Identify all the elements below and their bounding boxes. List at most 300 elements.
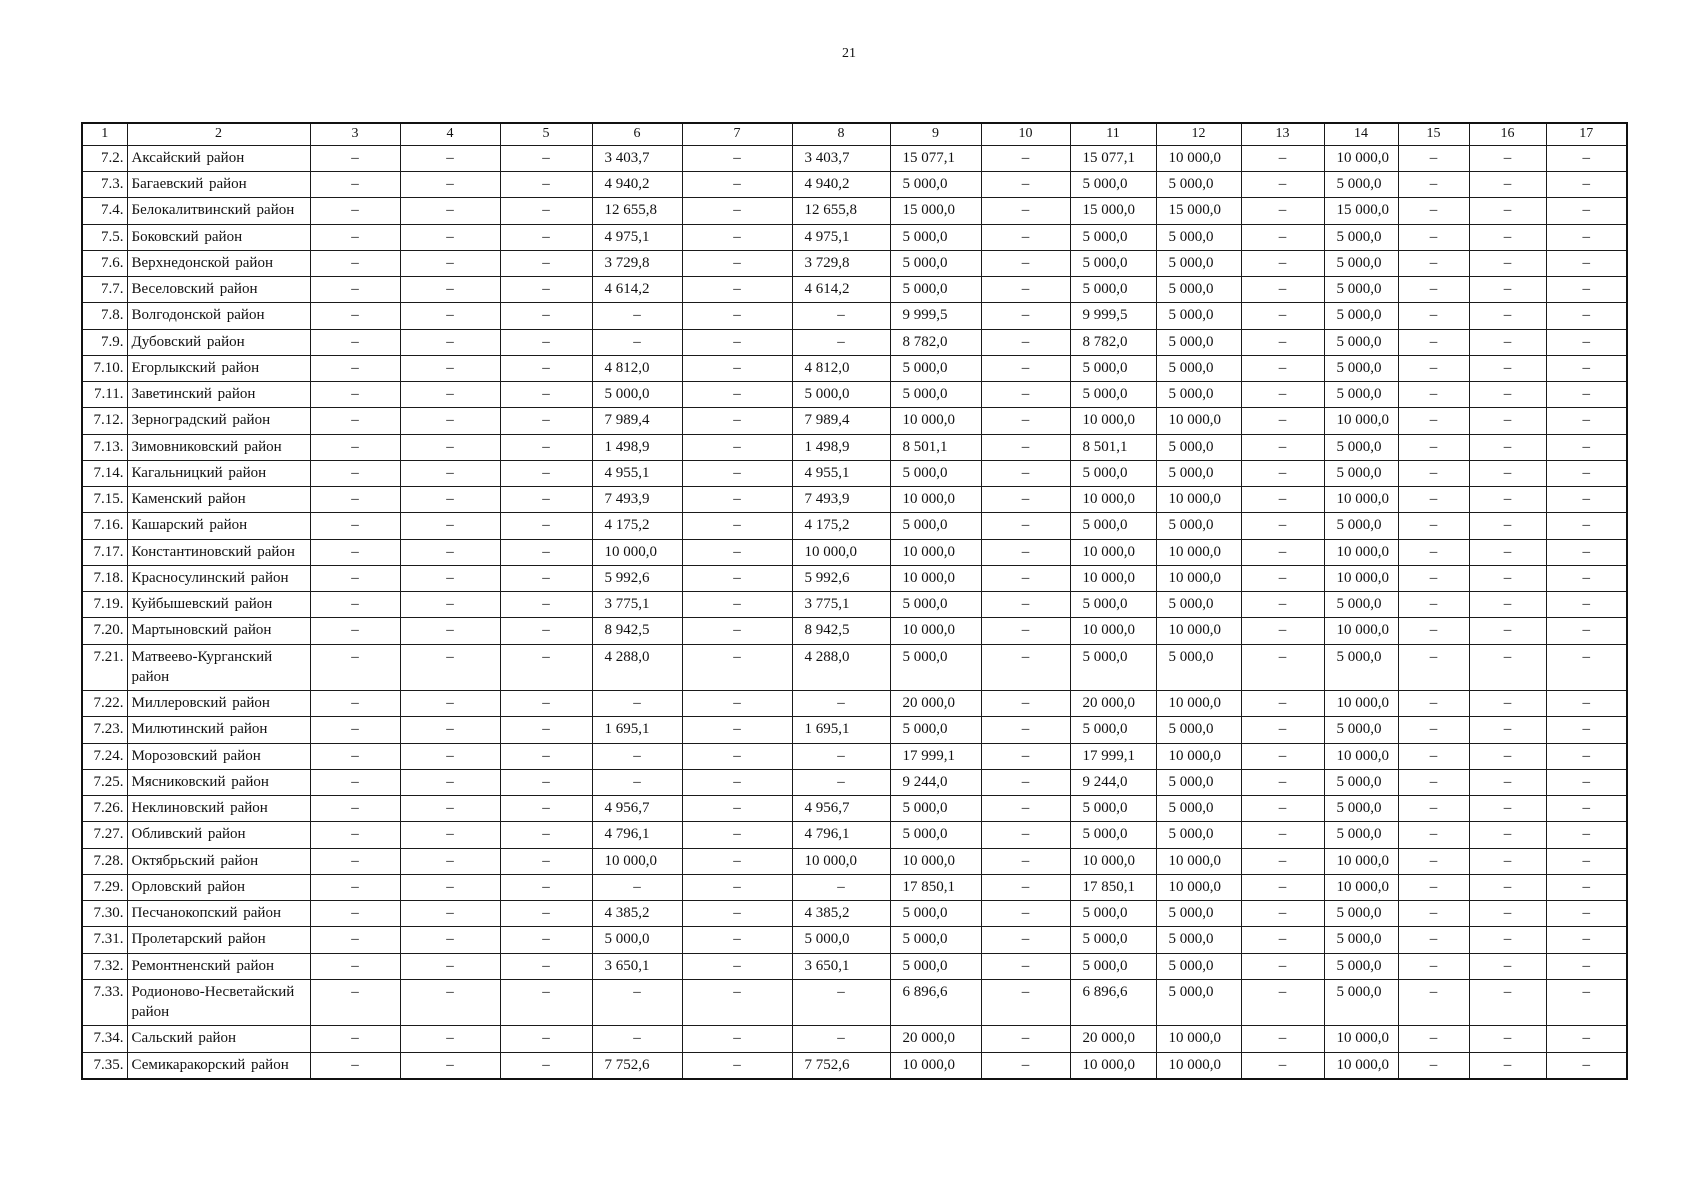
value-cell: – [1469,848,1546,874]
value-cell: – [500,1052,592,1079]
value-cell: 10 000,0 [1324,487,1398,513]
value-cell: 7 989,4 [792,408,890,434]
value-cell: 15 077,1 [1070,145,1156,171]
value-cell: – [792,329,890,355]
value-cell: 5 000,0 [1324,250,1398,276]
value-cell: 5 000,0 [1070,277,1156,303]
value-cell: – [1469,487,1546,513]
value-cell: – [1546,565,1627,591]
value-cell: – [592,769,682,795]
value-cell: – [500,408,592,434]
value-cell: – [400,382,500,408]
value-cell: 10 000,0 [890,565,981,591]
value-cell: 4 812,0 [792,355,890,381]
value-cell: – [981,145,1070,171]
value-cell: – [1546,539,1627,565]
value-cell: – [310,592,400,618]
row-number-cell: 7.27. [82,822,127,848]
value-cell: – [500,901,592,927]
value-cell: – [1469,1026,1546,1052]
value-cell: – [1546,874,1627,900]
value-cell: – [1241,796,1324,822]
district-name-cell: Дубовский район [127,329,310,355]
value-cell: – [1398,743,1469,769]
column-header: 13 [1241,123,1324,145]
value-cell: – [310,198,400,224]
value-cell: 10 000,0 [1070,539,1156,565]
value-cell: – [400,224,500,250]
value-cell: – [1241,874,1324,900]
value-cell: – [1469,717,1546,743]
district-name-cell: Ремонтненский район [127,953,310,979]
value-cell: 3 650,1 [792,953,890,979]
value-cell: 10 000,0 [592,539,682,565]
value-cell: – [1546,487,1627,513]
value-cell: – [981,224,1070,250]
value-cell: – [400,329,500,355]
value-cell: – [400,145,500,171]
value-cell: – [1469,460,1546,486]
value-cell: 5 000,0 [1156,277,1241,303]
value-cell: – [981,979,1070,1026]
value-cell: – [1241,513,1324,539]
row-number-cell: 7.26. [82,796,127,822]
value-cell: – [1241,927,1324,953]
value-cell: – [310,796,400,822]
value-cell: – [1398,460,1469,486]
value-cell: – [310,927,400,953]
value-cell: 4 288,0 [792,644,890,691]
value-cell: 5 000,0 [1156,927,1241,953]
value-cell: 9 999,5 [890,303,981,329]
district-name-cell: Неклиновский район [127,796,310,822]
row-number-cell: 7.21. [82,644,127,691]
value-cell: 8 501,1 [1070,434,1156,460]
value-cell: – [400,979,500,1026]
value-cell: – [1398,382,1469,408]
row-number-cell: 7.10. [82,355,127,381]
value-cell: 5 000,0 [1324,717,1398,743]
value-cell: – [1241,848,1324,874]
value-cell: 5 000,0 [1324,901,1398,927]
value-cell: – [1398,565,1469,591]
value-cell: – [1241,198,1324,224]
value-cell: 4 175,2 [592,513,682,539]
district-name-cell: Каменский район [127,487,310,513]
value-cell: – [400,691,500,717]
header-row [82,123,1627,145]
value-cell: 5 000,0 [1070,460,1156,486]
value-cell: – [1398,769,1469,795]
row-number-cell: 7.2. [82,145,127,171]
value-cell: 5 000,0 [1156,355,1241,381]
value-cell: 5 000,0 [1070,355,1156,381]
value-cell: 4 956,7 [792,796,890,822]
value-cell: 5 000,0 [890,250,981,276]
value-cell: 4 288,0 [592,644,682,691]
value-cell: – [682,769,792,795]
value-cell: 8 942,5 [792,618,890,644]
value-cell: – [310,382,400,408]
value-cell: 5 000,0 [1156,460,1241,486]
value-cell: – [1469,224,1546,250]
value-cell: – [1398,953,1469,979]
value-cell: – [310,618,400,644]
value-cell: – [500,927,592,953]
value-cell: – [500,717,592,743]
row-number-cell: 7.6. [82,250,127,276]
value-cell: – [1546,1026,1627,1052]
value-cell: – [1398,822,1469,848]
value-cell: – [1241,592,1324,618]
value-cell: – [400,848,500,874]
value-cell: 12 655,8 [592,198,682,224]
value-cell: – [1546,277,1627,303]
row-number-cell: 7.5. [82,224,127,250]
value-cell: – [682,717,792,743]
value-cell: – [1469,743,1546,769]
value-cell: 4 975,1 [792,224,890,250]
value-cell: 10 000,0 [1156,691,1241,717]
value-cell: 10 000,0 [1324,145,1398,171]
value-cell: – [400,1026,500,1052]
value-cell: 5 000,0 [1324,979,1398,1026]
value-cell: 5 000,0 [1070,901,1156,927]
table-row [82,927,1627,953]
value-cell: – [682,303,792,329]
table-row [82,250,1627,276]
value-cell: – [1546,717,1627,743]
value-cell: – [981,644,1070,691]
value-cell: – [981,743,1070,769]
value-cell: – [1546,743,1627,769]
table-row [82,329,1627,355]
value-cell: 10 000,0 [1156,874,1241,900]
value-cell: – [1398,355,1469,381]
value-cell: 5 000,0 [1324,796,1398,822]
column-header: 5 [500,123,592,145]
district-name-cell: Октябрьский район [127,848,310,874]
value-cell: – [1469,769,1546,795]
table-header [82,123,1627,145]
value-cell: – [592,979,682,1026]
value-cell: 6 896,6 [890,979,981,1026]
value-cell: – [310,769,400,795]
value-cell: – [1398,644,1469,691]
row-number-cell: 7.19. [82,592,127,618]
value-cell: 3 403,7 [592,145,682,171]
value-cell: 10 000,0 [1156,487,1241,513]
value-cell: 10 000,0 [1156,1052,1241,1079]
value-cell: – [981,198,1070,224]
value-cell: 1 695,1 [792,717,890,743]
value-cell: – [1241,565,1324,591]
value-cell: 10 000,0 [1156,565,1241,591]
value-cell: – [1546,644,1627,691]
column-header: 6 [592,123,682,145]
row-number-cell: 7.12. [82,408,127,434]
district-name-cell: Зерноградский район [127,408,310,434]
value-cell: 5 000,0 [890,277,981,303]
value-cell: – [1241,250,1324,276]
district-name-cell: Куйбышевский район [127,592,310,618]
value-cell: – [1398,224,1469,250]
value-cell: 5 000,0 [792,927,890,953]
district-name-cell: Песчанокопский район [127,901,310,927]
value-cell: – [1398,1026,1469,1052]
value-cell: – [1546,250,1627,276]
value-cell: – [1469,434,1546,460]
value-cell: – [310,1052,400,1079]
value-cell: 3 729,8 [792,250,890,276]
value-cell: – [1398,927,1469,953]
value-cell: – [981,691,1070,717]
value-cell: 10 000,0 [792,539,890,565]
value-cell: 5 000,0 [1156,172,1241,198]
row-number-cell: 7.34. [82,1026,127,1052]
value-cell: 5 000,0 [1324,592,1398,618]
value-cell: – [1398,691,1469,717]
value-cell: – [792,874,890,900]
value-cell: – [1241,303,1324,329]
value-cell: 4 812,0 [592,355,682,381]
district-name-cell: Мартыновский район [127,618,310,644]
value-cell: – [981,1052,1070,1079]
value-cell: 4 940,2 [792,172,890,198]
value-cell: – [310,901,400,927]
value-cell: 5 000,0 [1324,329,1398,355]
value-cell: – [310,1026,400,1052]
value-cell: – [981,277,1070,303]
value-cell: – [1398,487,1469,513]
table-row [82,796,1627,822]
row-number-cell: 7.20. [82,618,127,644]
value-cell: 4 614,2 [592,277,682,303]
value-cell: 5 000,0 [890,355,981,381]
value-cell: – [682,487,792,513]
value-cell: – [1241,822,1324,848]
value-cell: – [1241,691,1324,717]
value-cell: – [981,592,1070,618]
value-cell: – [1398,172,1469,198]
value-cell: – [682,539,792,565]
value-cell: – [592,303,682,329]
value-cell: 5 000,0 [1070,717,1156,743]
value-cell: – [981,618,1070,644]
row-number-cell: 7.30. [82,901,127,927]
row-number-cell: 7.18. [82,565,127,591]
value-cell: – [981,565,1070,591]
value-cell: – [500,460,592,486]
value-cell: – [1546,172,1627,198]
value-cell: 10 000,0 [1324,874,1398,900]
column-header: 3 [310,123,400,145]
row-number-cell: 7.35. [82,1052,127,1079]
district-name-cell: Верхнедонской район [127,250,310,276]
column-header: 4 [400,123,500,145]
value-cell: – [310,329,400,355]
table-row [82,224,1627,250]
value-cell: 7 752,6 [792,1052,890,1079]
value-cell: 9 244,0 [890,769,981,795]
value-cell: 10 000,0 [890,487,981,513]
value-cell: – [1241,329,1324,355]
value-cell: – [400,769,500,795]
row-number-cell: 7.13. [82,434,127,460]
value-cell: – [1469,565,1546,591]
value-cell: 10 000,0 [1156,145,1241,171]
district-name-cell: Милютинский район [127,717,310,743]
value-cell: – [682,592,792,618]
table-row [82,901,1627,927]
value-cell: – [981,874,1070,900]
table-row [82,198,1627,224]
value-cell: – [1241,539,1324,565]
district-name-cell: Заветинский район [127,382,310,408]
column-header: 16 [1469,123,1546,145]
value-cell: – [310,224,400,250]
value-cell: 5 000,0 [1156,953,1241,979]
value-cell: – [1546,769,1627,795]
district-name-cell: Кашарский район [127,513,310,539]
district-name-cell: Пролетарский район [127,927,310,953]
value-cell: 10 000,0 [1156,408,1241,434]
value-cell: 3 403,7 [792,145,890,171]
district-name-cell: Белокалитвинский район [127,198,310,224]
value-cell: 3 650,1 [592,953,682,979]
value-cell: 17 999,1 [890,743,981,769]
value-cell: – [1398,513,1469,539]
value-cell: – [592,874,682,900]
value-cell: – [1241,644,1324,691]
value-cell: – [400,927,500,953]
value-cell: – [1398,796,1469,822]
district-name-cell: Веселовский район [127,277,310,303]
value-cell: 4 796,1 [592,822,682,848]
row-number-cell: 7.23. [82,717,127,743]
value-cell: 7 493,9 [592,487,682,513]
value-cell: – [1398,408,1469,434]
value-cell: – [1241,487,1324,513]
value-cell: 5 000,0 [1324,224,1398,250]
value-cell: 5 000,0 [1156,250,1241,276]
value-cell: – [682,618,792,644]
value-cell: 5 000,0 [1324,355,1398,381]
value-cell: – [400,874,500,900]
value-cell: – [400,565,500,591]
value-cell: – [592,329,682,355]
row-number-cell: 7.3. [82,172,127,198]
value-cell: – [682,848,792,874]
value-cell: 4 955,1 [792,460,890,486]
value-cell: 10 000,0 [1324,408,1398,434]
value-cell: – [500,691,592,717]
value-cell: – [981,172,1070,198]
value-cell: – [682,355,792,381]
value-cell: – [1398,198,1469,224]
row-number-cell: 7.17. [82,539,127,565]
column-header: 14 [1324,123,1398,145]
value-cell: – [310,644,400,691]
value-cell: 20 000,0 [1070,691,1156,717]
value-cell: – [1241,901,1324,927]
value-cell: – [310,743,400,769]
district-name-cell: Морозовский район [127,743,310,769]
value-cell: – [310,822,400,848]
value-cell: – [310,848,400,874]
value-cell: 5 000,0 [1070,822,1156,848]
table-row [82,145,1627,171]
value-cell: – [310,277,400,303]
district-name-cell: Волгодонской район [127,303,310,329]
value-cell: – [1241,953,1324,979]
value-cell: 15 000,0 [1070,198,1156,224]
value-cell: – [1398,874,1469,900]
value-cell: 5 000,0 [1156,382,1241,408]
value-cell: – [1469,592,1546,618]
value-cell: – [981,848,1070,874]
value-cell: 15 000,0 [1324,198,1398,224]
value-cell: – [500,355,592,381]
value-cell: 9 244,0 [1070,769,1156,795]
value-cell: – [400,434,500,460]
value-cell: – [792,743,890,769]
value-cell: – [981,796,1070,822]
value-cell: – [1398,979,1469,1026]
row-number-cell: 7.25. [82,769,127,795]
value-cell: – [682,644,792,691]
value-cell: 9 999,5 [1070,303,1156,329]
value-cell: – [1546,822,1627,848]
value-cell: – [400,408,500,434]
value-cell: 8 942,5 [592,618,682,644]
value-cell: – [310,513,400,539]
value-cell: 5 000,0 [890,224,981,250]
column-header: 9 [890,123,981,145]
value-cell: 8 501,1 [890,434,981,460]
value-cell: – [981,355,1070,381]
value-cell: – [500,487,592,513]
row-number-cell: 7.15. [82,487,127,513]
column-header: 12 [1156,123,1241,145]
value-cell: 1 695,1 [592,717,682,743]
value-cell: 4 975,1 [592,224,682,250]
value-cell: – [682,565,792,591]
value-cell: – [682,172,792,198]
value-cell: – [682,460,792,486]
value-cell: 10 000,0 [1324,618,1398,644]
district-name-cell: Родионово-Несветайский район [127,979,310,1026]
value-cell: – [1546,618,1627,644]
row-number-cell: 7.33. [82,979,127,1026]
value-cell: 10 000,0 [1324,691,1398,717]
value-cell: – [1546,355,1627,381]
value-cell: – [1241,1026,1324,1052]
table-row [82,303,1627,329]
district-name-cell: Багаевский район [127,172,310,198]
value-cell: – [310,145,400,171]
value-cell: – [500,513,592,539]
row-number-cell: 7.8. [82,303,127,329]
value-cell: – [981,303,1070,329]
value-cell: – [310,717,400,743]
value-cell: 5 000,0 [1070,513,1156,539]
value-cell: – [500,874,592,900]
district-name-cell: Орловский район [127,874,310,900]
value-cell: – [1241,145,1324,171]
value-cell: 5 000,0 [1156,901,1241,927]
value-cell: 17 999,1 [1070,743,1156,769]
